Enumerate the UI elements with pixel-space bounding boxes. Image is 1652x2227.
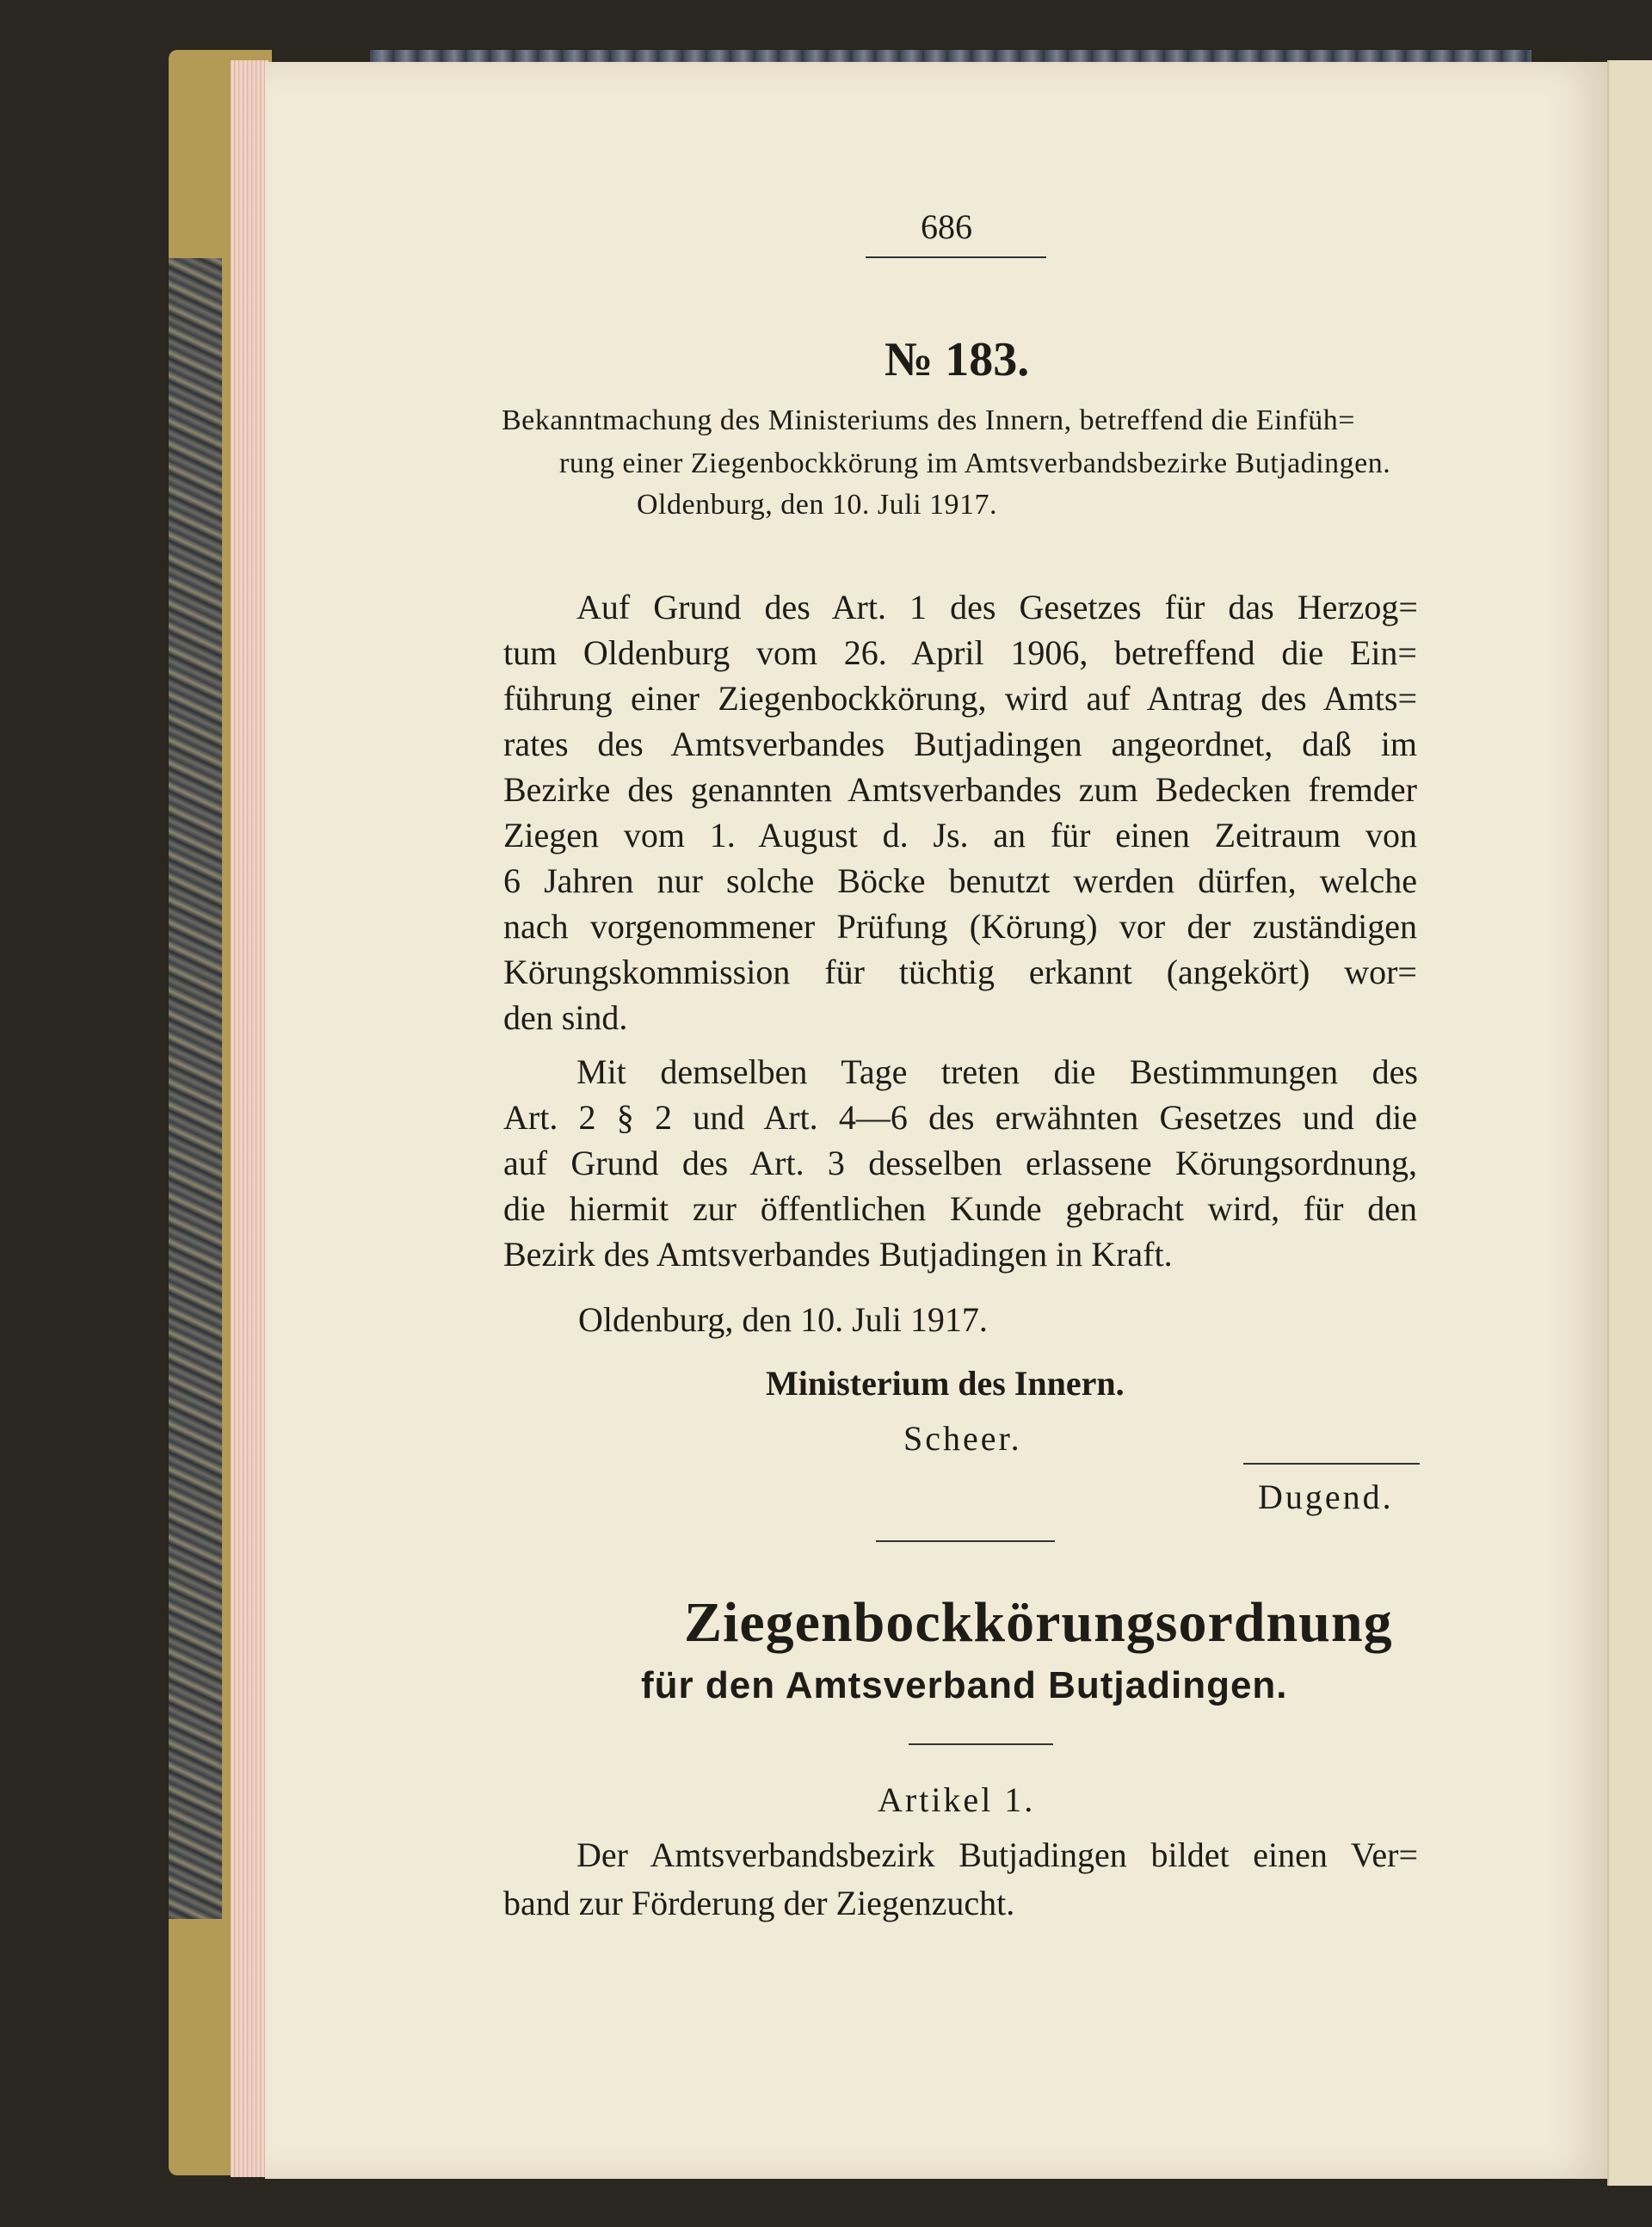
- ministry-signature: Ministerium des Innern.: [766, 1364, 1125, 1403]
- article-heading: Artikel 1.: [878, 1780, 1036, 1819]
- announcement-title-line-1: Bekanntmachung des Ministeriums des Innern, betreffend die Einfüh=: [502, 404, 1355, 436]
- paragraph-1-line-10: den sind.: [503, 998, 628, 1037]
- place-date: Oldenburg, den 10. Juli 1917.: [578, 1300, 988, 1339]
- announcement-number: № 183.: [885, 333, 1030, 386]
- paragraph-1-line-3: führung einer Ziegenbockkörung, wird auf Antrag des Amts=: [503, 679, 1417, 718]
- paragraph-1-line-2: tum Oldenburg vom 26. April 1906, betreffend die Ein=: [503, 633, 1417, 672]
- paragraph-2-line-3: auf Grund des Art. 3 desselben erlassene Körungsordnung,: [503, 1144, 1417, 1182]
- article-text-line-2: band zur Förderung der Ziegenzucht.: [503, 1884, 1015, 1922]
- article-text-line-1: Der Amtsverbandsbezirk Butjadingen bildet einen Ver=: [576, 1835, 1418, 1874]
- countersign: Dugend.: [1258, 1477, 1394, 1516]
- page-number: 686: [921, 207, 972, 246]
- page-edges: [231, 60, 268, 2177]
- signatory: Scheer.: [903, 1419, 1022, 1458]
- ordinance-title: Ziegenbockkörungsordnung: [684, 1591, 1393, 1654]
- facing-page-edge: [1607, 60, 1652, 2186]
- paragraph-1-line-1: Auf Grund des Art. 1 des Gesetzes für das Herzog=: [576, 588, 1418, 626]
- ordinance-subtitle: für den Amtsverband Butjadingen.: [641, 1664, 1288, 1706]
- cover-marbled-paper: [169, 258, 222, 1919]
- announcement-title-line-3: Oldenburg, den 10. Juli 1917.: [637, 489, 998, 521]
- paragraph-2-line-2: Art. 2 § 2 und Art. 4—6 des erwähnten Gesetzes und die: [503, 1098, 1417, 1137]
- paragraph-2-line-4: die hiermit zur öffentlichen Kunde gebracht wird, für den: [503, 1189, 1417, 1228]
- paragraph-1-line-8: nach vorgenommener Prüfung (Körung) vor der zuständigen: [503, 907, 1417, 946]
- paragraph-1-line-6: Ziegen vom 1. August d. Js. an für einen Zeitraum von: [503, 816, 1417, 854]
- paragraph-2-line-1: Mit demselben Tage treten die Bestimmungen des: [576, 1052, 1418, 1091]
- paragraph-1-line-5: Bezirke des genannten Amtsverbandes zum Bedecken fremder: [503, 770, 1417, 809]
- paragraph-2-line-5: Bezirk des Amtsverbandes Butjadingen in Kraft.: [503, 1235, 1173, 1274]
- ordinance-rule: [909, 1743, 1053, 1745]
- paragraph-1-line-9: Körungskommission für tüchtig erkannt (angekört) wor=: [503, 953, 1417, 991]
- announcement-title-line-2: rung einer Ziegenbockkörung im Amtsverbandsbezirke Butjadingen.: [559, 447, 1391, 479]
- section-divider: [876, 1540, 1055, 1542]
- paragraph-1-line-4: rates des Amtsverbandes Butjadingen angeordnet, daß im: [503, 725, 1417, 763]
- paragraph-1-line-7: 6 Jahren nur solche Böcke benutzt werden dürfen, welche: [503, 861, 1417, 900]
- page-number-rule: [866, 256, 1046, 258]
- countersign-rule: [1243, 1463, 1420, 1465]
